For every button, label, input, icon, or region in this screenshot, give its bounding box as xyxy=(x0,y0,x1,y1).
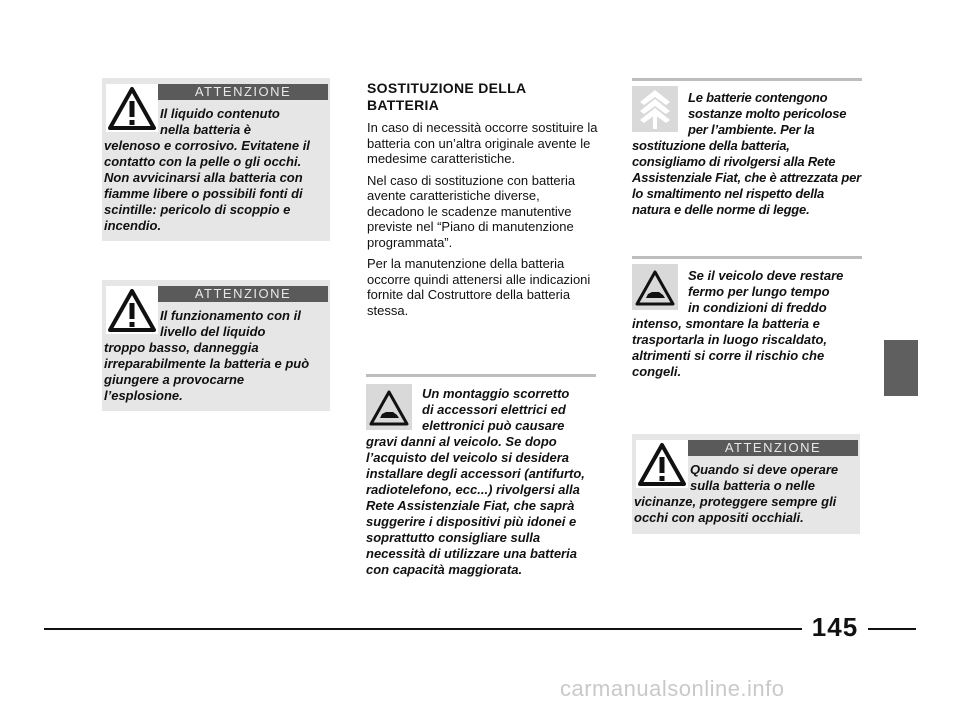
page-number: 145 xyxy=(811,612,859,642)
note-body: intenso, smontare la batteria e trasportarla in luogo riscaldato, altrimenti si corre il rischio che congeli. xyxy=(632,316,828,379)
section-title: SOSTITUZIONE DELLA BATTERIA xyxy=(367,80,526,113)
note-text xyxy=(366,386,596,578)
note-body: gravi danni al veicolo. Se dopo l’acquisto del veicolo si desidera installare degli accessori (antifurto, radiotelefono, ecc...) rivolgersi alla Rete Assistenziale Fiat, che saprà suggerire i dispositivi più idonei e soprattutto consigliare sulla necessità di utilizzare una batteria con capacità maggiorata. xyxy=(366,434,585,577)
attenzione-label: ATTENZIONE xyxy=(158,286,328,302)
warning-box-liquid xyxy=(102,78,330,241)
attenzione-label: ATTENZIONE xyxy=(158,84,328,100)
note-lead-line: Se il veicolo deve restare xyxy=(688,268,844,283)
attenzione-label: ATTENZIONE xyxy=(688,440,858,456)
chapter-tab xyxy=(884,340,918,396)
warning-lead-line: livello del liquido xyxy=(160,324,266,339)
note-lead-line: Le batterie contengono xyxy=(688,90,828,105)
note-lead-line: di accessori elettrici ed xyxy=(422,402,566,417)
warning-text xyxy=(104,308,326,404)
note-rule xyxy=(366,374,596,377)
note-body: sostituzione della batteria, consigliamo di rivolgersi alla Rete Assistenziale Fiat, che è attrezzata per lo smaltimento nel rispetto della natura e delle norme di legge. xyxy=(632,138,861,217)
warning-body: vicinanze, proteggere sempre gli occhi con appositi occhiali. xyxy=(634,494,837,525)
note-rule xyxy=(632,78,862,81)
warning-lead-line: nella batteria è xyxy=(160,122,252,137)
section-paragraph: Nel caso di sostituzione con batteria avente caratteristiche diverse, decadono le scadenze manutentive previste nel “Piano di manutenzione programmata”. xyxy=(367,172,576,250)
section-paragraph: In caso di necessità occorre sostituire la batteria con un’altra originale avente le medesime caratteristiche. xyxy=(367,120,598,166)
note-lead-line: elettronici può causare xyxy=(422,418,565,433)
watermark: carmanualsonline.info xyxy=(560,676,785,701)
note-rule xyxy=(632,256,862,259)
warning-body: velenoso e corrosivo. Evitatene il contatto con la pelle o gli occhi. Non avvicinarsi alla batteria con fiamme libere o possibili fonti di scintille: pericolo di scoppio e incendio. xyxy=(104,138,310,233)
footer-rule-right xyxy=(868,628,916,630)
note-text xyxy=(632,90,864,218)
warning-lead-line: Il funzionamento con il xyxy=(160,308,301,323)
warning-lead-line: Il liquido contenuto xyxy=(160,106,280,121)
footer-rule-left xyxy=(44,628,802,630)
warning-text xyxy=(104,106,326,234)
note-lead-line: per l’ambiente. Per la xyxy=(688,122,815,137)
warning-box-eye-protection xyxy=(632,434,860,534)
note-cold-storage xyxy=(632,256,862,386)
note-lead-line: Un montaggio scorretto xyxy=(422,386,570,401)
note-lead-line: in condizioni di freddo xyxy=(688,300,827,315)
note-text xyxy=(632,268,862,380)
warning-box-low-level xyxy=(102,280,330,411)
warning-text xyxy=(634,462,856,526)
note-accessories xyxy=(366,374,596,596)
note-lead-line: sostanze molto pericolose xyxy=(688,106,847,121)
battery-replacement-section xyxy=(367,80,599,324)
section-paragraph: Per la manutenzione della batteria occorre quindi attenersi alle indicazioni fornite dal Costruttore della batteria stessa. xyxy=(367,256,591,318)
warning-lead-line: Quando si deve operare xyxy=(690,462,839,477)
warning-body: troppo basso, danneggia irreparabilmente la batteria e può giungere a provocarne l’esplosione. xyxy=(104,340,310,403)
warning-lead-line: sulla batteria o nelle xyxy=(690,478,815,493)
note-lead-line: fermo per lungo tempo xyxy=(688,284,830,299)
note-environment xyxy=(632,78,862,228)
